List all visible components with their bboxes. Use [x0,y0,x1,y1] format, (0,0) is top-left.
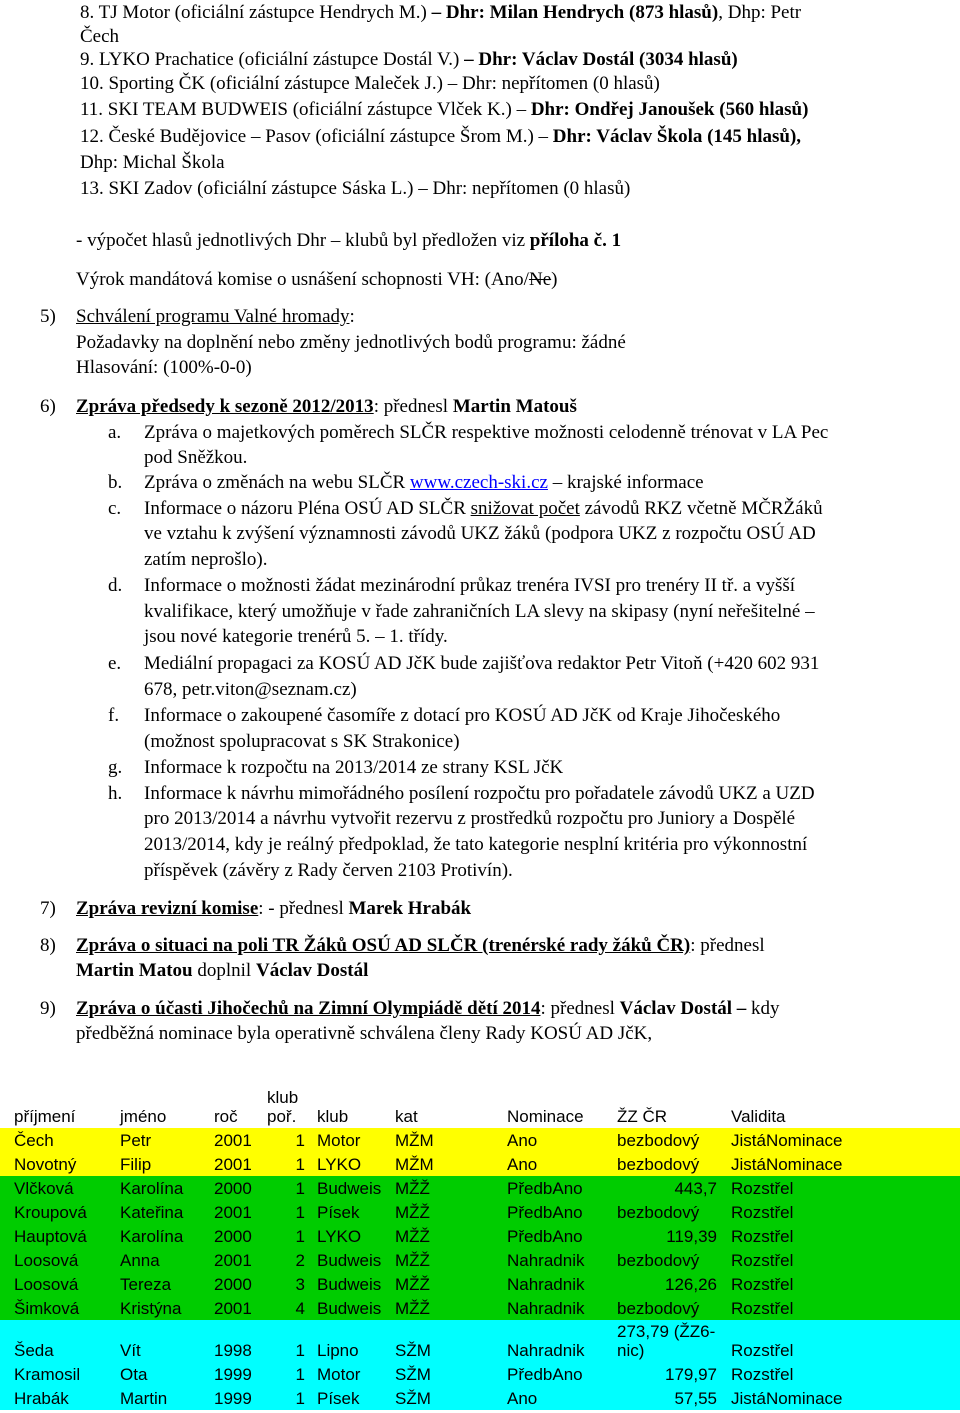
cell-roc: 2001 [214,1248,267,1272]
cell-nominace: Nahradnik [507,1320,617,1362]
cell-prijmeni: Loosová [0,1248,120,1272]
cell-nominace: PředbAno [507,1200,617,1224]
cell-nominace: PředbAno [507,1362,617,1386]
cell-klub-por: 1 [267,1152,317,1176]
cell-jmeno: Martin [120,1386,214,1410]
cell-nominace: Ano [507,1386,617,1410]
cell-kat: SŽM [395,1362,507,1386]
cell-klub: Motor [317,1128,395,1152]
cell-nominace: Ano [507,1152,617,1176]
cell-jmeno: Kateřina [120,1200,214,1224]
item-number: 9. [80,49,95,70]
cell-kat: MŽM [395,1152,507,1176]
table-row [0,1272,960,1296]
cell-nominace: PředbAno [507,1176,617,1200]
cell-kat: MŽŽ [395,1224,507,1248]
item-letter: b. [108,472,123,493]
cell-roc: 2000 [214,1176,267,1200]
list-item-8 [80,0,801,26]
cell-kat: MŽŽ [395,1176,507,1200]
cell-prijmeni: Novotný [0,1152,120,1176]
cell-validita: JistáNominace [731,1386,960,1410]
section-9-title: Zpráva o účasti Jihočechů na Zimní Olympiádě dětí 2014: přednesl Václav Dostál – kdy [76,998,780,1019]
cell-klub: Lipno [317,1320,395,1362]
cell-prijmeni: Hauptová [0,1224,120,1248]
cell-jmeno: Vít [120,1320,214,1362]
item-number: 10. [80,73,104,94]
section-7-number: 7) [40,898,56,919]
item-e-text-cont: 678, petr.viton@seznam.cz) [144,679,357,700]
cell-klub: Písek [317,1200,395,1224]
cell-zz: 57,55 [617,1386,731,1410]
cell-klub-por: 2 [267,1248,317,1272]
club-text: Sporting ČK (oficiální zástupce Maleček J.) [108,73,444,94]
list-item-8-cont: Čech [80,26,120,47]
section-8-presenters: Martin Matou doplnil Václav Dostál [76,960,369,981]
section-7-title: Zpráva revizní komise: - přednesl Marek Hrabák [76,898,472,919]
section-5-vote: Hlasování: (100%-0-0) [76,357,252,378]
item-c-text-cont: zatím neprošlo). [144,549,268,570]
cell-klub-por: 1 [267,1362,317,1386]
list-item-12 [80,124,801,150]
table-row [0,1320,960,1362]
cell-jmeno: Anna [120,1248,214,1272]
cell-validita: Rozstřel [731,1362,960,1386]
dash: – [431,2,442,23]
cell-validita: JistáNominace [731,1152,960,1176]
cell-prijmeni: Kramosil [0,1362,120,1386]
cell-validita: Rozstřel [731,1176,960,1200]
cell-zz: bezbodový [617,1128,731,1152]
cell-zz: bezbodový [617,1152,731,1176]
cell-jmeno: Filip [120,1152,214,1176]
header-klub-por: klub poř. [267,1088,299,1126]
section-9-text-cont: předběžná nominace byla operativně schválena členy Rady KOSÚ AD JčK, [76,1023,653,1044]
cell-roc: 2001 [214,1128,267,1152]
item-h-text-cont: příspěvek (závěry z Rady červen 2103 Protivín). [144,860,513,881]
cell-klub-por: 1 [267,1176,317,1200]
header-roc: roč [214,1107,238,1126]
cell-jmeno: Petr [120,1128,214,1152]
representative: Dhr: nepřítomen (0 hlasů) [432,178,631,199]
cell-nominace: Ano [507,1128,617,1152]
representative: Dhr: Ondřej Janoušek (560 hlasů) [530,99,809,120]
mandate-verdict: Výrok mandátová komise o usnášení schopnosti VH: (Ano/Ne) [76,269,558,290]
nomination-table [0,1086,960,1410]
table-row [0,1386,960,1410]
list-item-9 [80,47,738,73]
table-row [0,1128,960,1152]
table-row [0,1176,960,1200]
table-row [0,1296,960,1320]
dash: – [447,73,458,94]
cell-klub: Budweis [317,1272,395,1296]
club-text: LYKO Prachatice (oficiální zástupce Dostál V.) [99,49,460,70]
cell-validita: Rozstřel [731,1272,960,1296]
cell-jmeno: Kristýna [120,1296,214,1320]
section-5-title: Schválení programu Valné hromady: [76,306,355,327]
dash: – [538,126,549,147]
cell-validita: Rozstřel [731,1200,960,1224]
cell-prijmeni: Loosová [0,1272,120,1296]
cell-kat: MŽŽ [395,1272,507,1296]
cell-prijmeni: Hrabák [0,1386,120,1410]
item-a-text-cont: pod Sněžkou. [144,447,248,468]
cell-roc: 2001 [214,1200,267,1224]
dash: – [418,178,428,199]
cell-zz: bezbodový [617,1248,731,1272]
header-nominace: Nominace [507,1107,584,1126]
cell-roc: 2001 [214,1152,267,1176]
table-row [0,1200,960,1224]
item-letter: c. [108,498,122,519]
header-prijmeni: příjmení [14,1107,76,1126]
deputy: , Dhp: Petr [718,2,802,23]
cell-jmeno: Ota [120,1362,214,1386]
item-number: 11. [80,99,104,120]
cell-klub-por: 1 [267,1320,317,1362]
cell-nominace: Nahradnik [507,1272,617,1296]
section-5-heading: 5) [40,306,56,327]
cell-jmeno: Karolína [120,1176,214,1200]
cell-zz: 126,26 [617,1272,731,1296]
cell-validita: JistáNominace [731,1128,960,1152]
table-row [0,1248,960,1272]
list-item-12-cont: Dhp: Michal Škola [80,152,225,173]
club-text: TJ Motor (oficiální zástupce Hendrych M.) [98,2,427,23]
item-number: 8. [80,2,95,23]
header-validita: Validita [731,1107,786,1126]
item-h-text-cont: pro 2013/2014 a návrhu vytvořit rezervu z prostředků rozpočtu pro Juniory a Dospělé [144,808,796,829]
item-letter: f. [108,705,120,726]
cell-kat: SŽM [395,1386,507,1410]
cell-klub: Motor [317,1362,395,1386]
cell-jmeno: Tereza [120,1272,214,1296]
cell-klub-por: 1 [267,1200,317,1224]
cell-validita: Rozstřel [731,1320,960,1362]
section-8-number: 8) [40,935,56,956]
cell-klub: Budweis [317,1296,395,1320]
item-letter: e. [108,653,122,674]
list-item-10 [80,71,660,97]
item-number: 12. [80,126,104,147]
item-f-text: Informace o zakoupené časomíře z dotací pro KOSÚ AD JčK od Kraje Jihočeského [144,705,781,726]
cell-klub-por: 3 [267,1272,317,1296]
item-c-text-cont: ve vztahu k zvýšení významnosti závodů UKZ žáků (podpora UKZ z rozpočtu OSÚ AD [144,523,816,544]
club-text: SKI TEAM BUDWEIS (oficiální zástupce Vlček K.) [107,99,512,120]
item-h-text: Informace k návrhu mimořádného posílení rozpočtu pro pořadatele závodů UKZ a UZD [144,783,815,804]
item-e-text: Mediální propagaci za KOSÚ AD JčK bude zajišťova redaktor Petr Vitoň (+420 602 931 [144,653,820,674]
club-text: České Budějovice – Pasov (oficiální zástupce Šrom M.) [108,126,534,147]
list-item-11 [80,97,808,123]
item-h-text-cont: 2013/2014, kdy je reálný předpoklad, že tato kategorie nesplní kritéria pro výkonnostní [144,834,808,855]
item-letter: h. [108,783,123,804]
item-b-text: Zpráva o změnách na webu SLČR www.czech-ski.cz – krajské informace [144,472,704,493]
cell-klub: Budweis [317,1176,395,1200]
web-link[interactable]: www.czech-ski.cz [409,472,548,493]
cell-zz: bezbodový [617,1200,731,1224]
table-row [0,1362,960,1386]
presenter-name: Martin Matouš [452,396,577,417]
cell-klub: Budweis [317,1248,395,1272]
representative: Dhr: nepřítomen (0 hlasů) [462,73,660,94]
section-9-number: 9) [40,998,56,1019]
table-header-row [0,1086,960,1128]
item-f-text-cont: (možnost spolupracovat s SK Strakonice) [144,731,460,752]
cell-klub-por: 4 [267,1296,317,1320]
cell-zz: 273,79 (ŽZ6- nic) [617,1320,731,1362]
item-letter: g. [108,757,123,778]
header-zz: ŽZ ČR [617,1107,668,1126]
representative: Dhr: Václav Dostál (3034 hlasů) [478,49,738,70]
representative: Dhr: Václav Škola (145 hlasů), [552,126,802,147]
cell-roc: 1998 [214,1320,267,1362]
cell-nominace: Nahradnik [507,1296,617,1320]
dash: – [516,99,527,120]
item-letter: d. [108,575,123,596]
item-g-text: Informace k rozpočtu na 2013/2014 ze strany KSL JčK [144,757,564,778]
table-row [0,1224,960,1248]
header-klub: klub [317,1107,349,1126]
table-row [0,1152,960,1176]
item-c-text: Informace o názoru Pléna OSÚ AD SLČR snižovat počet závodů RKZ včetně MČRŽáků [144,498,823,519]
cell-zz: 179,97 [617,1362,731,1386]
representative: Dhr: Milan Hendrych (873 hlasů) [445,2,719,23]
cell-validita: Rozstřel [731,1296,960,1320]
cell-klub-por: 1 [267,1128,317,1152]
cell-kat: MŽŽ [395,1248,507,1272]
cell-prijmeni: Šeda [0,1320,120,1362]
club-text: SKI Zadov (oficiální zástupce Sáska L.) [108,178,414,199]
cell-klub: LYKO [317,1152,395,1176]
cell-prijmeni: Vlčková [0,1176,120,1200]
cell-nominace: PředbAno [507,1224,617,1248]
cell-kat: MŽM [395,1128,507,1152]
item-d-text-cont: jsou nové kategorie trenérů 5. – 1. třídy. [144,626,448,647]
cell-kat: MŽŽ [395,1200,507,1224]
cell-jmeno: Karolína [120,1224,214,1248]
cell-kat: MŽŽ [395,1296,507,1320]
cell-roc: 1999 [214,1362,267,1386]
cell-klub-por: 1 [267,1386,317,1410]
cell-prijmeni: Čech [0,1128,120,1152]
cell-klub: Písek [317,1386,395,1410]
attachment-reference: příloha č. 1 [529,230,622,251]
cell-validita: Rozstřel [731,1248,960,1272]
header-kat: kat [395,1107,418,1126]
list-item-13 [80,176,630,202]
cell-klub-por: 1 [267,1224,317,1248]
item-d-text-cont: kvalifikace, který umožňuje v řade zahraničních LA slevy na skipasy (nyní neřešitelné – [144,601,815,622]
section-6-title: Zpráva předsedy k sezoně 2012/2013: přednesl Martin Matouš [76,396,577,417]
section-5-requests: Požadavky na doplnění nebo změny jednotlivých bodů programu: žádné [76,332,626,353]
item-a-text: Zpráva o majetkových poměrech SLČR respektive možnosti celodenně trénovat v LA Pec [144,422,829,443]
section-6-number: 6) [40,396,56,417]
cell-roc: 2000 [214,1224,267,1248]
cell-zz: bezbodový [617,1296,731,1320]
cell-nominace: Nahradnik [507,1248,617,1272]
cell-zz: 443,7 [617,1176,731,1200]
cell-roc: 1999 [214,1386,267,1410]
cell-kat: SŽM [395,1320,507,1362]
dash: – [464,49,474,70]
item-letter: a. [108,422,122,443]
presenter-name: Marek Hrabák [348,898,472,919]
cell-klub: LYKO [317,1224,395,1248]
cell-prijmeni: Kroupová [0,1200,120,1224]
cell-validita: Rozstřel [731,1224,960,1248]
section-8-title: Zpráva o situaci na poli TR Žáků OSÚ AD SLČR (trenérské rady žáků ČR): přednesl [76,935,765,956]
cell-zz: 119,39 [617,1224,731,1248]
item-number: 13. [80,178,104,199]
item-d-text: Informace o možnosti žádat mezinárodní průkaz trenéra IVSI pro trenéry II tř. a vyšší [144,575,796,596]
header-jmeno: jméno [120,1107,167,1126]
cell-roc: 2000 [214,1272,267,1296]
vote-calculation-note: - výpočet hlasů jednotlivých Dhr – klubů byl předložen viz příloha č. 1 [76,230,622,251]
cell-roc: 2001 [214,1296,267,1320]
cell-prijmeni: Šimková [0,1296,120,1320]
